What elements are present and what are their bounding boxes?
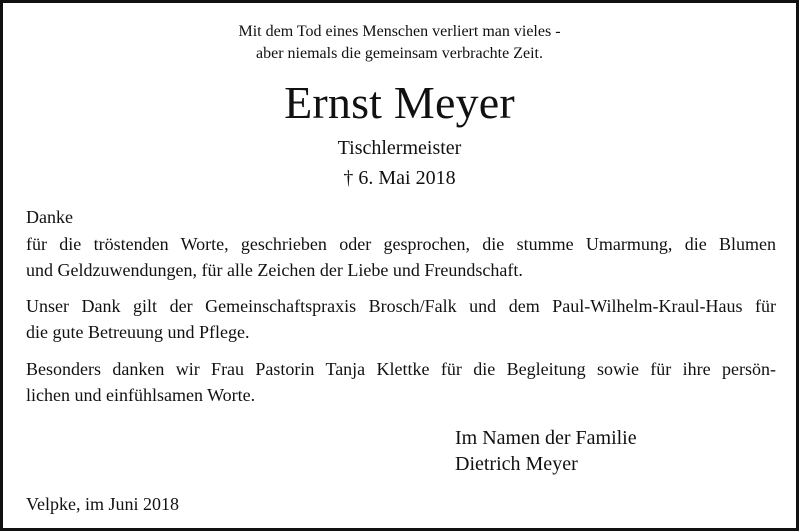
paragraph-1-line-2: und Geldzuwendungen, für alle Zeichen der Liebe und Freundschaft. bbox=[26, 260, 523, 280]
thanks-paragraph-1 bbox=[26, 231, 776, 283]
place-and-date: Velpke, im Juni 2018 bbox=[26, 494, 179, 514]
paragraph-3-line-1: Besonders danken wir Frau Pastorin Tanja Klettke für die Begleitung sowie für ihre persön- bbox=[26, 359, 776, 379]
memorial-quote bbox=[3, 21, 796, 65]
thanks-paragraph-3 bbox=[26, 356, 776, 408]
thanks-paragraph-2 bbox=[26, 293, 776, 345]
death-date: † 6. Mai 2018 bbox=[343, 167, 456, 189]
paragraph-2-line-2: die gute Betreuung und Pflege. bbox=[26, 322, 250, 342]
paragraph-3-line-2: lichen und einfühlsamen Worte. bbox=[26, 385, 256, 405]
quote-line-2: aber niemals die gemeinsam verbrachte Zeit. bbox=[256, 45, 543, 62]
quote-line-1: Mit dem Tod eines Menschen verliert man vieles - bbox=[238, 23, 561, 40]
paragraph-2-line-1: Unser Dank gilt der Gemeinschaftspraxis Brosch/Falk und dem Paul-Wilhelm-Kraul-Haus für bbox=[26, 296, 776, 316]
family-signature bbox=[455, 425, 637, 477]
deceased-profession: Tischlermeister bbox=[337, 137, 462, 159]
paragraph-1-line-1: für die tröstenden Worte, geschrieben oder gesprochen, die stumme Umarmung, die Blumen bbox=[26, 234, 776, 254]
signature-line-1: Im Namen der Familie bbox=[455, 427, 637, 449]
signature-line-2: Dietrich Meyer bbox=[455, 453, 578, 475]
deceased-name: Ernst Meyer bbox=[284, 77, 515, 128]
thanks-heading: Danke bbox=[26, 207, 73, 227]
